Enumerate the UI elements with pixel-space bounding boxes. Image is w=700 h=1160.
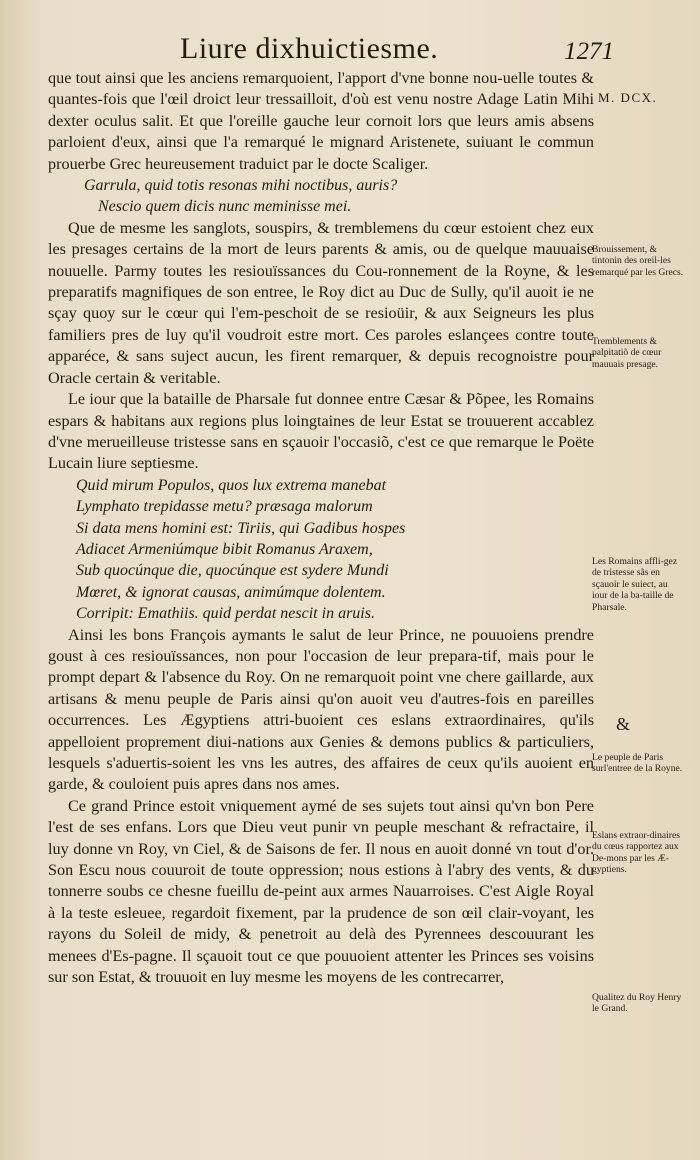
margin-note-1: Brouissement, & tintonin des oreil-les remarqué par les Grecs. [592,244,684,278]
margin-ampersand: & [616,714,631,734]
paragraph-1: que tout ainsi que les anciens remarquoient, l'apport d'vne bonne nou-uelle toutes & quantes-fois que l'œil droict leur tressailloit, d'où est venu nostre Adage Latin Mihi dexter oculus salit. Et que l'oreille gauche leur cornoit lors que leurs amis absens parloient d'eux, ainsi que l'a remarqué le mignard Aristenete, suiuant le commun prouerbe Grec heureusement traduict par le docte Scaliger. [48,69,594,173]
verse-line: Adiacet Armeniúmque bibit Romanus Araxem, [76,540,373,558]
page-header [170,30,614,70]
paragraph-5: Ce grand Prince estoit vniquement aymé de ses sujets tout ainsi qu'vn bon Pere l'est de ses enfans. Lors que Dieu veut punir vn peuple meschant & refractaire, il luy donne vn Roy, vn Ciel, & de Saisons de fer. Il nous en auoit donné vn tout d'or. Son Escu nous couuroit de toute oppression; nous estions à l'abry des vents, & du tonnerre soubs ce chesne fueillu de-peint aux armes Nauarroises. C'est Aigle Royal à la teste esleuee, regardoit fixement, par la prudence de son œil clair-voyant, les rayons du Soleil de midy, & penetroit au delà des Pyrennees descouurant les menees d'Es-pagne. Il sçauoit tout ce que pouuoient attenter les Princes ses voisins sur son Estat, & trouuoit en luy mesme les moyens de les contrecarrer, [48,796,594,987]
margin-note-2: Tremblements & palpitatiõ de cœur mauuais presage. [592,336,662,370]
verse-quote-2 [76,475,594,625]
main-text [48,68,594,988]
verse-quote-1 [84,175,594,218]
margin-note-5: Eslans extraor-dinaires du cœus rapportez aux De-mons par les Æ-gyptiens. [592,830,680,876]
verse-line: Nescio quem dicis nunc meminisse mei. [98,198,352,216]
verse-line: Quid mirum Populos, quos lux extrema manebat [76,476,387,494]
paragraph-3: Le iour que la bataille de Pharsale fut donnee entre Cæsar & Põpee, les Romains espars & habitans aux regions plus loingtaines de leur Estat se trouuerent accablez d'vne merueilleuse tristesse sans en sçauoir l'occasiõ, c'est ce que remarque le Poëte Lucain liure septiesme. [48,390,594,473]
page-number: 1271 [564,38,614,65]
verse-line: Sub quocúnque die, quocúnque est sydere Mundi [76,562,389,580]
margin-note-6: Qualitez du Roy Henry le Grand. [592,992,682,1015]
margin-year: M. DCX. [598,90,658,105]
verse-line: Mœret, & ignorat causas, animúmque dolentem. [76,583,386,601]
verse-line: Garrula, quid totis resonas mihi noctibus, auris? [84,177,398,195]
margin-note-3: Les Romains affli-gez de tristesse sãs en sçauoir le suiect, au iour de la ba-taille de Pharsale. [592,556,678,613]
verse-line: Corripit: Emathiis. quid perdat nescit in aruis. [76,605,375,623]
verse-line: Lymphato trepidasse metu? præsaga malorum [76,498,373,516]
paragraph-4: Ainsi les bons François aymants le salut de leur Prince, ne pouuoiens prendre goust à ces resiouïssances, non pour l'occasion de leur prepara-tif, mais pour le prompt depart & l'absence du Roy. On ne remarquoit point vne chere gaillarde, aux artisans & menu peuple de Paris ainsi qu'on auoit veu d'autres-fois en pareilles occurrences. Les Ægyptiens attri-buoient ces eslans extraordinaires, qu'ils appelloient proprement diui-nations aux Genies & demons publics & particuliers, lesquels s'aduertis-soient les vns les autres, des affaires de ceux qu'ils auoient en garde, & couloient puis apres dans nos ames. [48,625,594,794]
paragraph-2: Que de mesme les sanglots, souspirs, & tremblemens du cœur estoient chez eux les presages certains de la mort de leurs parents & amis, ou de quelque mauuaise nouuelle. Parmy toutes les resiouïssances du Cou-ronnement de la Royne, & les preparatifs magnifiques de son entree, le Roy dict au Duc de Sully, qu'il auoit ie ne sçay quoy sur le cœur qui l'em-peschoit de se resioüir, & aux Seigneurs les plus familiers pres de luy qu'il voudroit estre mort. Ces paroles eslançees contre toute apparéce, & sans suject aucun, les firent remarquer, & depuis recognoistre pour Oracle certain & veritable. [48,218,594,387]
margin-note-4: Le peuple de Paris surl'entree de la Royne. [592,752,683,775]
verse-line: Si data mens homini est: Tiriis, qui Gadibus hospes [76,519,406,537]
running-title: Liure dixhuictiesme. [180,32,439,65]
